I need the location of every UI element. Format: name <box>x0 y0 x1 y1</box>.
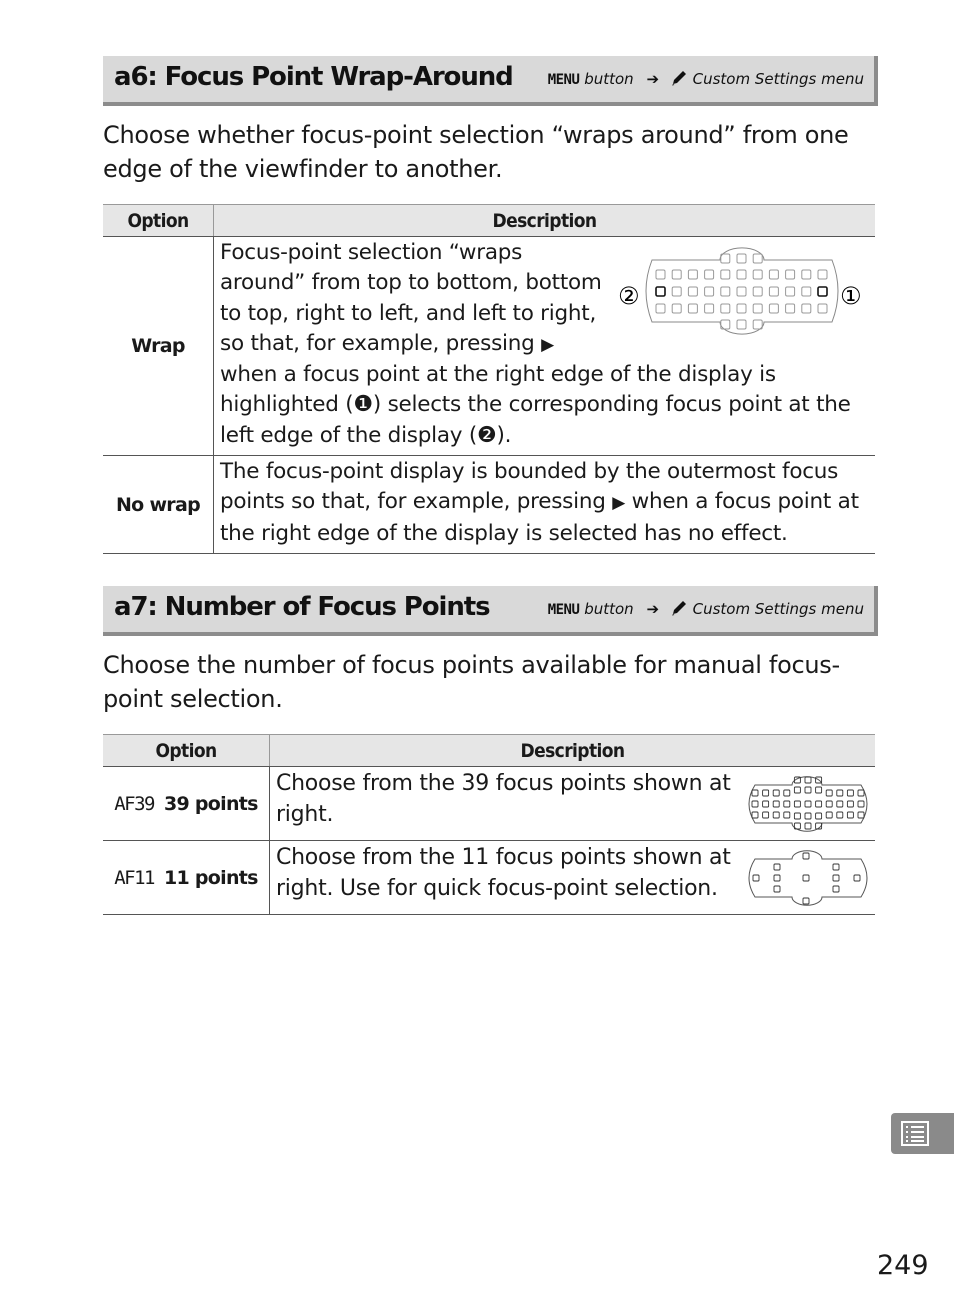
focus-point <box>805 801 811 807</box>
desc-text-1: The focus-point display is bounded by the outermost focus points so that, for example, pressing <box>220 459 839 515</box>
focus-point <box>786 304 795 313</box>
af11-icon: AF11 <box>114 866 154 889</box>
option-39-points <box>103 767 270 841</box>
focus-point <box>773 812 779 818</box>
desc-text-4: ). <box>496 422 512 448</box>
focus-point <box>805 813 811 819</box>
focus-point <box>794 813 800 819</box>
focus-point <box>752 812 758 818</box>
description-cell <box>214 237 876 456</box>
focus-point <box>847 790 853 796</box>
description-cell <box>270 767 876 841</box>
focus-point <box>818 304 827 313</box>
focus-point <box>737 320 746 329</box>
focus-point-wrap-diagram <box>614 238 869 346</box>
description-text: Choose from the 11 focus points shown at right. Use for quick focus-point selection. <box>276 845 731 901</box>
section-title: a7: Number of Focus Points <box>114 592 490 622</box>
table-row <box>103 456 875 554</box>
section-intro: Choose whether focus-point selection “wraps around” from one edge of the viewfinder to another. <box>103 121 849 183</box>
focus-points-11-diagram <box>743 847 875 907</box>
focus-point <box>818 270 827 279</box>
focus-point <box>858 812 864 818</box>
focus-point <box>826 790 832 796</box>
button-word: button <box>584 600 634 618</box>
focus-point <box>737 287 746 296</box>
menu-button-label: MENU <box>547 602 580 618</box>
description-text: Choose from the 39 focus points shown at right. <box>276 771 731 827</box>
menu-path <box>548 70 864 88</box>
description-text <box>214 456 875 553</box>
header-option: Option <box>103 735 270 767</box>
focus-point <box>826 812 832 818</box>
focus-point <box>705 304 714 313</box>
button-word: button <box>584 70 634 88</box>
focus-point <box>721 270 730 279</box>
description-cell <box>270 841 876 915</box>
focus-point <box>803 853 809 859</box>
focus-point <box>784 812 790 818</box>
section-title: a6: Focus Point Wrap-Around <box>114 62 513 92</box>
focus-point <box>784 801 790 807</box>
focus-point <box>672 287 681 296</box>
right-arrow-icon: ▶ <box>541 334 554 355</box>
menu-list-icon <box>891 1113 954 1154</box>
focus-point <box>773 801 779 807</box>
option-label: 11 points <box>163 866 258 889</box>
focus-point <box>656 287 665 296</box>
focus-point <box>688 304 697 313</box>
circled-2-icon: ❷ <box>476 422 497 448</box>
focus-point <box>737 304 746 313</box>
focus-point <box>858 801 864 807</box>
table-row <box>103 237 875 456</box>
focus-point <box>737 270 746 279</box>
right-arrow-icon: ▶ <box>612 493 626 514</box>
option-label: 39 points <box>163 792 258 815</box>
focus-point <box>802 304 811 313</box>
focus-point <box>837 812 843 818</box>
focus-point <box>688 287 697 296</box>
focus-point <box>858 790 864 796</box>
section-a6 <box>103 56 878 554</box>
section-intro: Choose the number of focus points available for manual focus-point selection. <box>103 651 840 713</box>
label-1-icon: ① <box>840 282 862 310</box>
desc-text-3: ) selects the corresponding focus point at the left edge of the display ( <box>220 392 851 448</box>
menu-button-label: MENU <box>547 72 580 88</box>
focus-point <box>786 270 795 279</box>
side-tab <box>891 1113 954 1154</box>
focus-point <box>854 875 860 881</box>
focus-point <box>672 270 681 279</box>
arrow-icon: ➔ <box>646 600 660 618</box>
focus-point <box>763 812 769 818</box>
focus-point <box>833 864 839 870</box>
focus-point <box>805 823 811 829</box>
focus-points-39-diagram <box>743 773 875 833</box>
viewfinder-frame <box>646 248 838 334</box>
focus-point <box>816 813 822 819</box>
focus-point <box>847 812 853 818</box>
focus-point <box>753 875 759 881</box>
desc-text-1: Focus-point selection “wraps around” from top to bottom, bottom to top, right to left, and left to right, so that, for example, pressing <box>220 240 602 356</box>
focus-point <box>688 270 697 279</box>
pencil-icon <box>670 70 688 86</box>
custom-settings-menu-label: Custom Settings menu <box>692 70 864 88</box>
focus-point <box>847 801 853 807</box>
arrow-icon: ➔ <box>646 70 660 88</box>
focus-point <box>816 787 822 793</box>
option-11-points <box>103 841 270 915</box>
focus-point <box>769 304 778 313</box>
focus-point <box>837 801 843 807</box>
focus-point <box>805 777 811 783</box>
description-cell <box>214 456 876 554</box>
section-heading-bar <box>103 56 878 106</box>
focus-point <box>737 254 746 263</box>
af39-icon: AF39 <box>114 792 154 815</box>
focus-point <box>803 875 809 881</box>
header-option: Option <box>103 205 214 237</box>
table-header-row <box>103 205 875 237</box>
focus-point <box>802 270 811 279</box>
focus-point <box>753 304 762 313</box>
focus-point <box>769 270 778 279</box>
custom-settings-menu-label: Custom Settings menu <box>692 600 864 618</box>
focus-point <box>802 287 811 296</box>
table-row <box>103 767 875 841</box>
focus-point <box>721 304 730 313</box>
focus-point <box>816 801 822 807</box>
focus-point <box>752 790 758 796</box>
focus-point <box>805 787 811 793</box>
focus-point <box>803 898 809 904</box>
option-no-wrap: No wrap <box>103 456 214 554</box>
focus-point <box>794 787 800 793</box>
table-header-row <box>103 735 875 767</box>
focus-point <box>753 270 762 279</box>
focus-point <box>826 801 832 807</box>
options-table <box>103 204 875 554</box>
desc-text-2: when a focus point at the right edge of the display is highlighted ( <box>220 362 776 418</box>
option-wrap: Wrap <box>103 237 214 456</box>
focus-point <box>774 886 780 892</box>
section-a7 <box>103 586 878 915</box>
section-heading-bar <box>103 586 878 636</box>
header-description: Description <box>214 205 876 237</box>
focus-point <box>705 287 714 296</box>
pencil-icon <box>670 600 688 616</box>
focus-point <box>752 801 758 807</box>
menu-path <box>548 600 864 618</box>
focus-point <box>672 304 681 313</box>
desc-text-2: when a focus point at the right edge of the display is selected has no effect. <box>220 489 859 546</box>
focus-point <box>705 270 714 279</box>
focus-point <box>794 801 800 807</box>
focus-point <box>833 875 839 881</box>
focus-point <box>753 287 762 296</box>
focus-point <box>721 287 730 296</box>
focus-point <box>773 790 779 796</box>
options-table <box>103 734 875 915</box>
focus-point <box>656 304 665 313</box>
focus-point <box>774 875 780 881</box>
focus-point <box>833 886 839 892</box>
focus-point <box>753 254 762 263</box>
circled-1-icon: ❶ <box>353 392 373 418</box>
table-row <box>103 841 875 915</box>
page-number: 249 <box>877 1250 929 1281</box>
focus-point <box>818 287 827 296</box>
focus-point <box>763 790 769 796</box>
focus-point <box>837 790 843 796</box>
focus-point <box>784 790 790 796</box>
focus-point <box>774 864 780 870</box>
focus-point <box>786 287 795 296</box>
focus-point <box>656 270 665 279</box>
header-description: Description <box>270 735 876 767</box>
label-2-icon: ② <box>618 282 640 310</box>
focus-point <box>769 287 778 296</box>
description-text <box>214 237 875 455</box>
focus-point <box>763 801 769 807</box>
